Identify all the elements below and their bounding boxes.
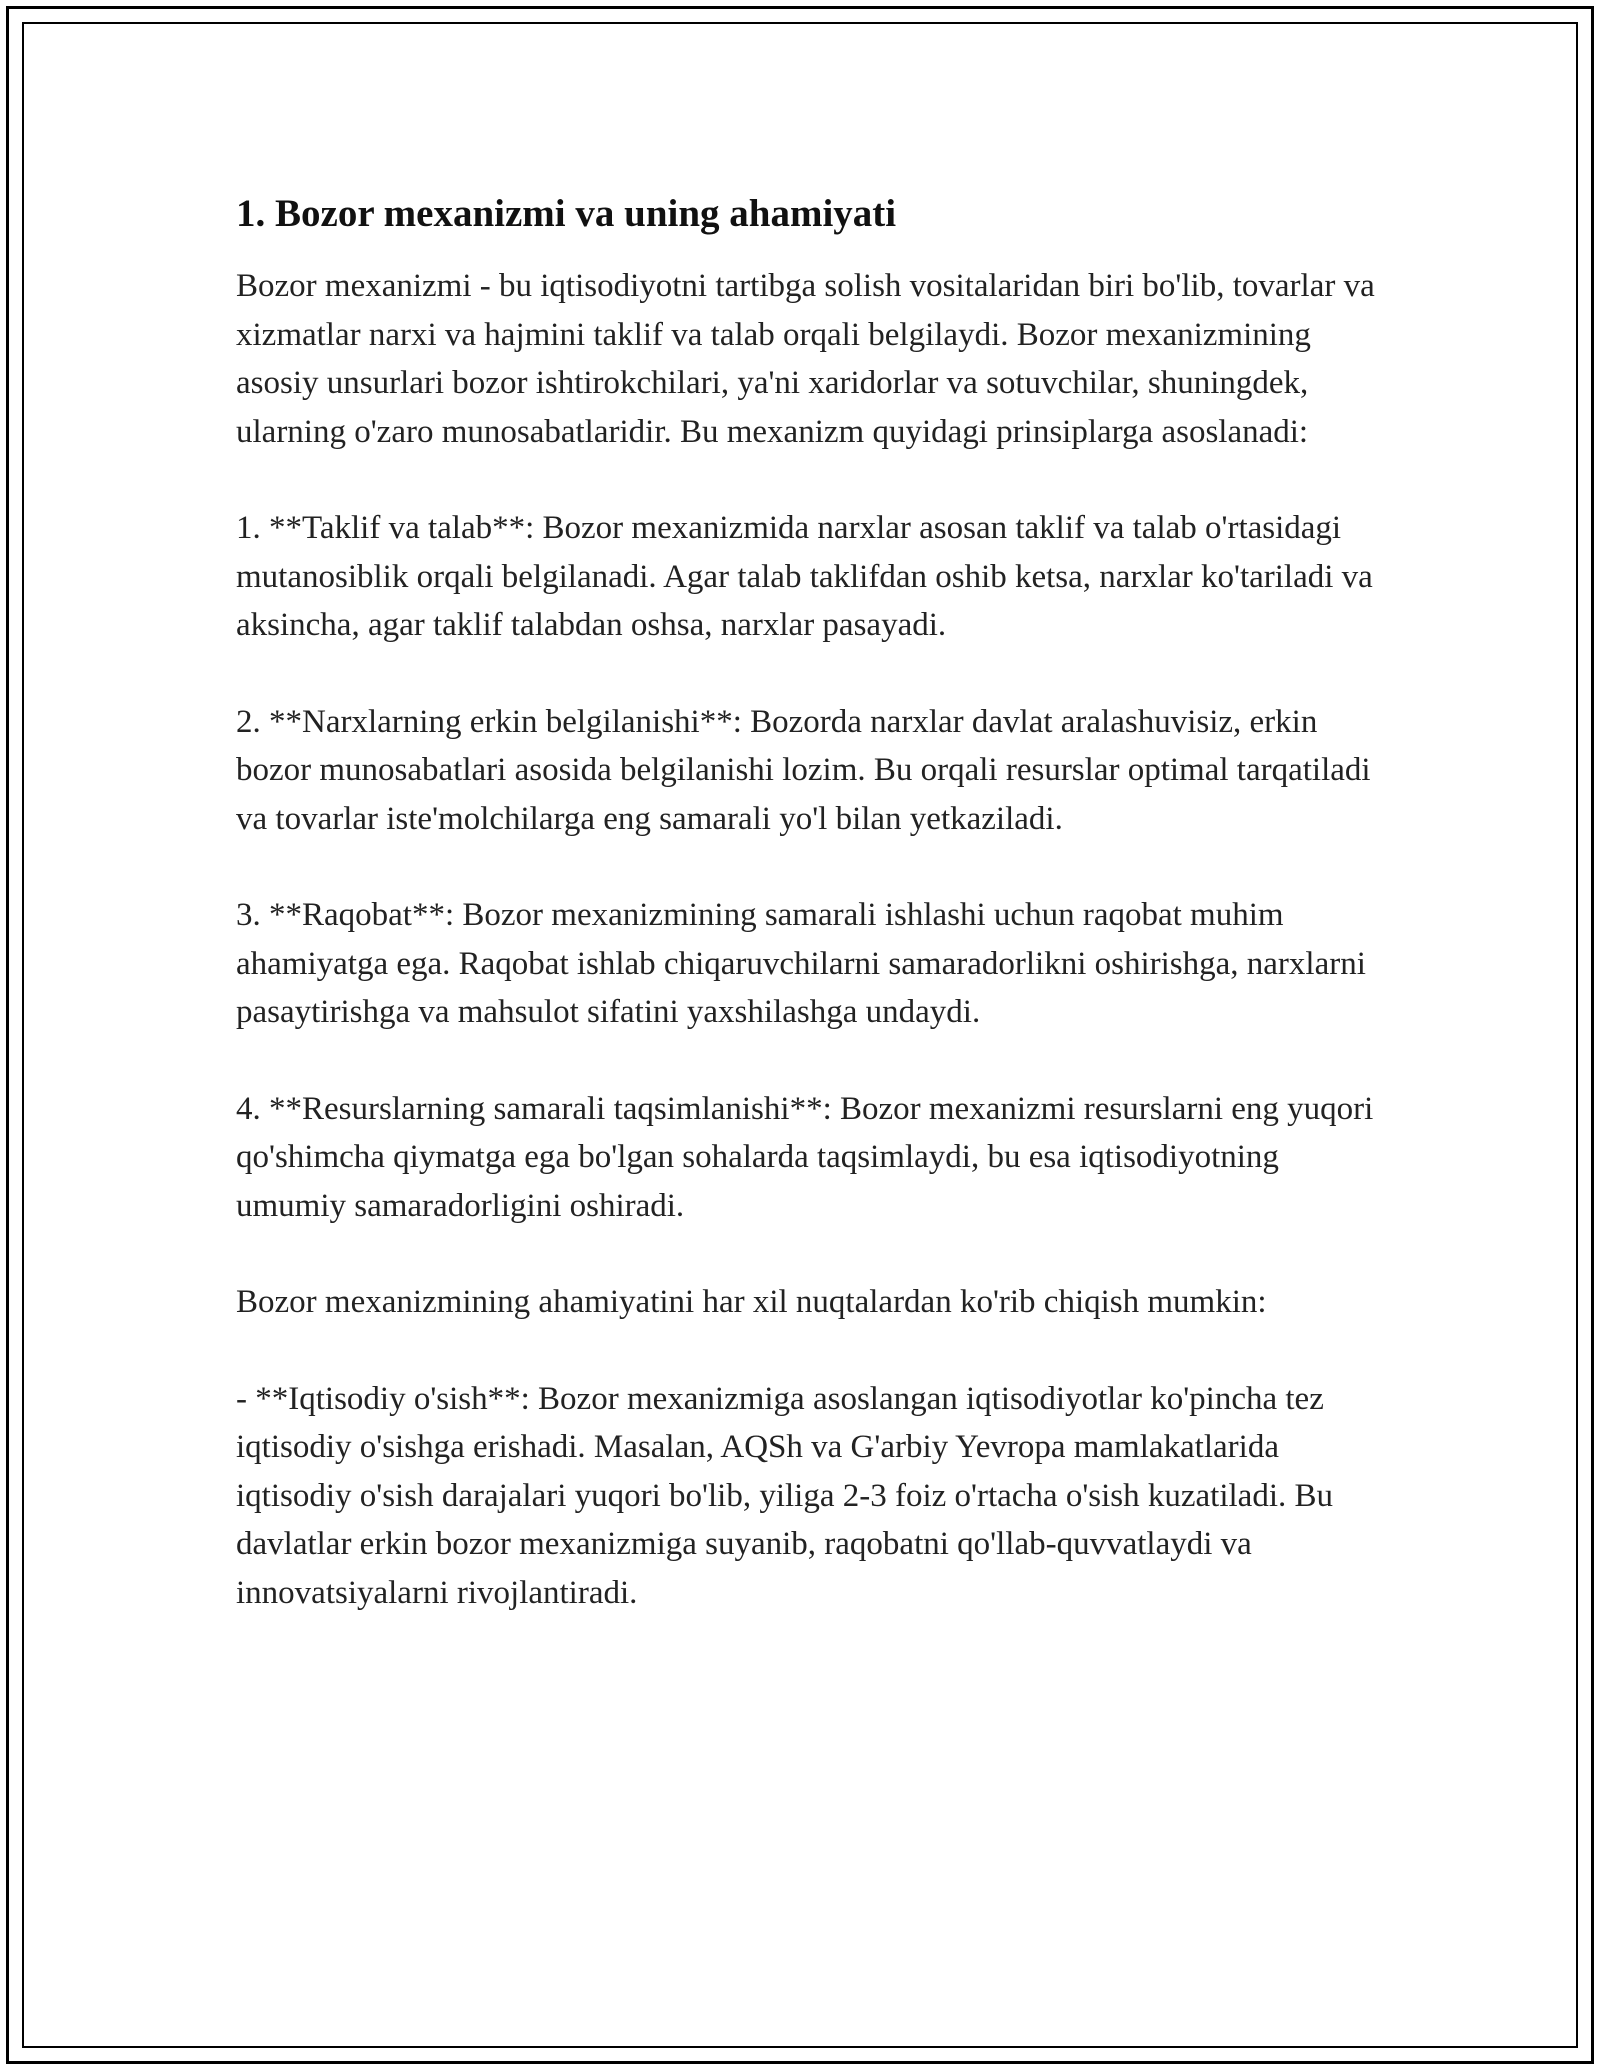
principle-competition: 3. **Raqobat**: Bozor mexanizmining samarali ishlashi uchun raqobat muhim ahamiyatga ega. Raqobat ishlab chiqaruvchilarni samaradorlikni oshirishga, narxlarni pasaytirishga va mahsulot sifatini yaxshilashga undaydi. <box>236 897 1366 1030</box>
intro-paragraph: Bozor mexanizmi - bu iqtisodiyotni tartibga solish vositalaridan biri bo'lib, tovarlar va xizmatlar narxi va hajmini taklif va talab orqali belgilaydi. Bozor mexanizmining asosiy unsurlari bozor ishtirokchilari, ya'ni xaridorlar va sotuvchilar, shuningdek, ularning o'zaro munosabatlaridir. Bu mexanizm quyidagi prinsiplarga asoslanadi: <box>236 268 1375 450</box>
importance-economic-growth: - **Iqtisodiy o'sish**: Bozor mexanizmiga asoslangan iqtisodiyotlar ko'pincha tez iqtisodiy o'sishga erishadi. Masalan, AQSh va G'arbiy Yevropa mamlakatlarida iqtisodiy o'sish darajalari yuqori bo'lib, yiliga 2-3 foiz o'rtacha o'sish kuzatiladi. Bu davlatlar erkin bozor mexanizmiga suyanib, raqobatni qo'llab-quvvatlaydi va innovatsiyalarni rivojlantiradi. <box>236 1380 1333 1611</box>
document-body <box>236 186 1386 1665</box>
principle-supply-demand: 1. **Taklif va talab**: Bozor mexanizmida narxlar asosan taklif va talab o'rtasidagi mutanosiblik orqali belgilanadi. Agar talab taklifdan oshib ketsa, narxlar ko'tariladi va aksincha, agar taklif talabdan oshsa, narxlar pasayadi. <box>236 510 1373 643</box>
importance-intro-paragraph: Bozor mexanizmining ahamiyatini har xil nuqtalardan ko'rib chiqish mumkin: <box>236 1284 1267 1320</box>
principle-resource-allocation: 4. **Resurslarning samarali taqsimlanishi**: Bozor mexanizmi resurslarni eng yuqori qo'shimcha qiymatga ega bo'lgan sohalarda taqsimlaydi, bu esa iqtisodiyotning umumiy samaradorligini oshiradi. <box>236 1090 1374 1224</box>
principle-free-pricing: 2. **Narxlarning erkin belgilanishi**: Bozorda narxlar davlat aralashuvisiz, erkin bozor munosabatlari asosida belgilanishi lozim. Bu orqali resurslar optimal tarqatiladi va tovarlar iste'molchilarga eng samarali yo'l bilan yetkaziladi. <box>236 703 1371 837</box>
section-heading: 1. Bozor mexanizmi va uning ahamiyati <box>236 192 897 235</box>
